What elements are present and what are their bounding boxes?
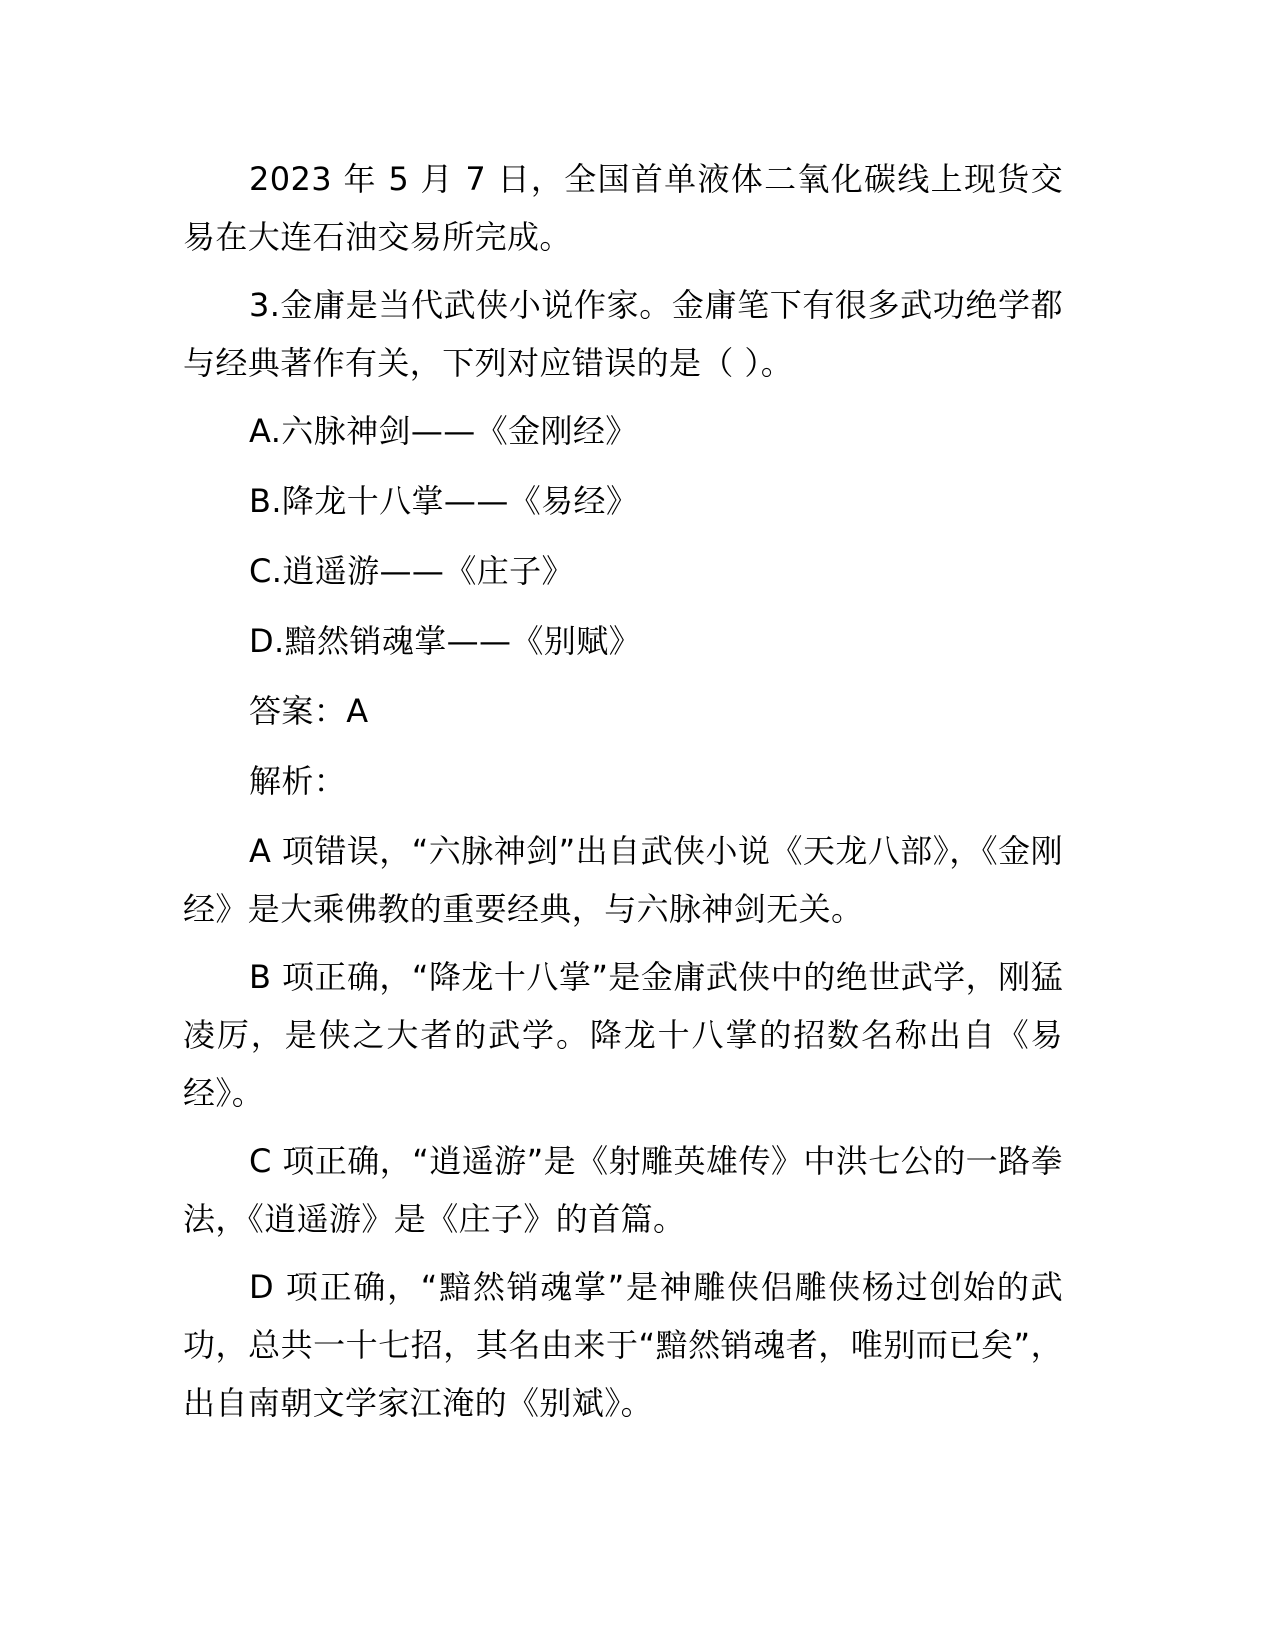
analysis-c: C 项正确，“逍遥游”是《射雕英雄传》中洪七公的一路拳法，《逍遥游》是《庄子》的首篇。 xyxy=(183,1142,1063,1238)
option-d: D.黯然销魂掌——《别赋》 xyxy=(249,622,642,660)
question-stem: 3.金庸是当代武侠小说作家。金庸笔下有很多武功绝学都与经典著作有关，下列对应错误的是（ ）。 xyxy=(183,286,1063,382)
paragraph-news: 2023 年 5 月 7 日，全国首单液体二氧化碳线上现货交易在大连石油交易所完成。 xyxy=(183,160,1063,256)
option-c: C.逍遥游——《庄子》 xyxy=(249,552,574,590)
analysis-a: A 项错误，“六脉神剑”出自武侠小说《天龙八部》，《金刚经》是大乘佛教的重要经典，与六脉神剑无关。 xyxy=(183,832,1063,928)
option-b: B.降龙十八掌——《易经》 xyxy=(249,482,639,520)
option-a: A.六脉神剑——《金刚经》 xyxy=(249,412,638,450)
answer-line: 答案：A xyxy=(249,692,369,730)
document-body xyxy=(183,150,1063,1442)
analysis-heading: 解析： xyxy=(249,762,347,800)
analysis-d: D 项正确，“黯然销魂掌”是神雕侠侣雕侠杨过创始的武功，总共一十七招，其名由来于“黯然销魂者，唯别而已矣”，出自南朝文学家江淹的《别斌》。 xyxy=(183,1268,1063,1422)
analysis-b: B 项正确，“降龙十八掌”是金庸武侠中的绝世武学，刚猛凌厉，是侠之大者的武学。降龙十八掌的招数名称出自《易经》。 xyxy=(183,958,1063,1112)
